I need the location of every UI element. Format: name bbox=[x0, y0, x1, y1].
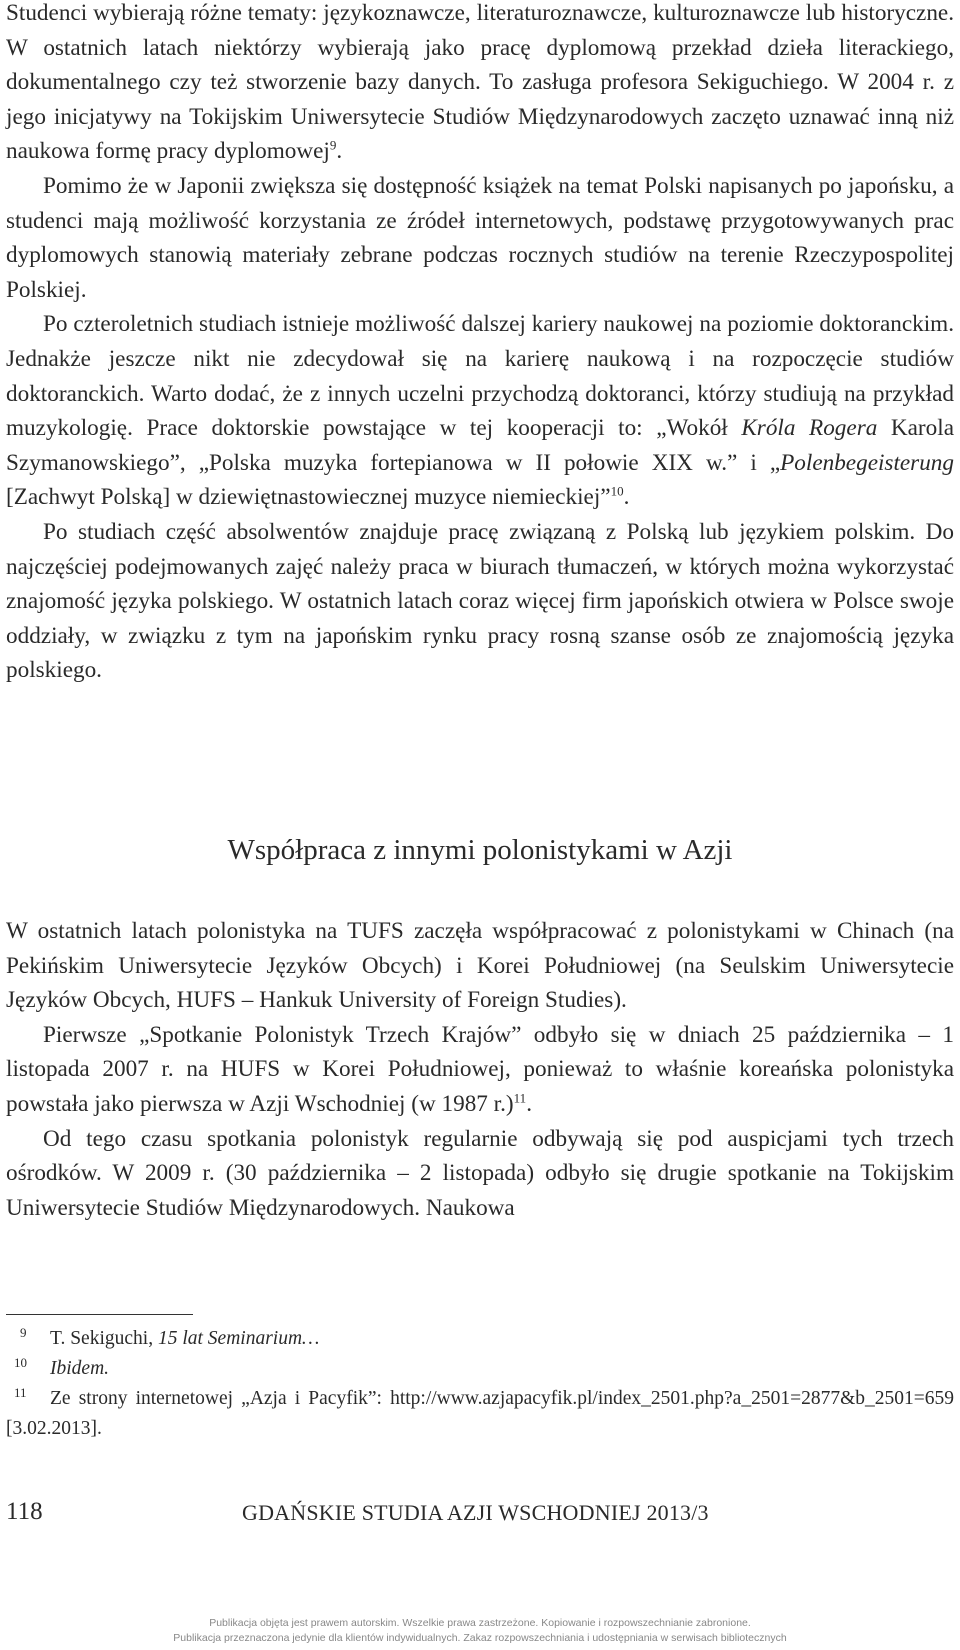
page-footer bbox=[6, 1498, 954, 1538]
paragraph-3-text-a: Po czteroletnich studiach istnieje możliwość dalszej kariery naukowej na poziomie doktoranckim. Jednakże jeszcze nikt nie zdecydował się na karierę naukową i na rozpoczęcie studiów doktoranckich. Warto dodać, że z innych uczelni przychodzą doktoranci, którzy studiują na przykład muzykologię. Prace doktorskie powstające w tej kooperacji to: „Wokół bbox=[6, 311, 954, 442]
paragraph-3-text-c: Karola Szymanowskiego”, „Polska muzyka fortepianowa w II połowie XIX w.” i „ bbox=[6, 415, 954, 476]
body-text-upper bbox=[6, 0, 954, 688]
footnote-ref-10[interactable]: 10 bbox=[610, 483, 624, 499]
paragraph-1-tail: . bbox=[336, 138, 343, 165]
paragraph-3-italic-title: Króla Rogera bbox=[741, 415, 878, 442]
paragraph-3-text-e: [Zachwyt Polską] w dziewiętnastowiecznej muzyce niemieckiej” bbox=[6, 484, 611, 511]
footnote-ref-9[interactable]: 9 bbox=[329, 137, 337, 153]
footnotes bbox=[6, 1324, 954, 1444]
paragraph-1 bbox=[6, 0, 954, 169]
footnote-text-with-link[interactable]: Ze strony internetowej „Azja i Pacyfik”: http://www.azjapacyfik.pl/index_2501.php?a_2501=2877&b_2501=659 [3.02.2013]. bbox=[6, 1388, 954, 1439]
section-heading: Współpraca z innymi polonistykami w Azji bbox=[227, 834, 733, 866]
footnote-ref-11[interactable]: 11 bbox=[513, 1090, 527, 1106]
section-paragraph-1: W ostatnich latach polonistyka na TUFS zaczęła współpracować z polonistykami w Chinach (na Pekińskim Uniwersytecie Języków Obcych) i Korei Południowej (na Seulskim Uniwersytecie Języków Obcych, HUFS – Hankuk University of Foreign Studies). bbox=[6, 918, 954, 1014]
footnote-9 bbox=[6, 1324, 954, 1354]
page-number: 118 bbox=[6, 1498, 43, 1525]
copyright-line-2: Publikacja przeznaczona jedynie dla klientów indywidualnych. Zakaz rozpowszechniania i udostępniania w serwisach bibliotecznych bbox=[173, 1632, 787, 1644]
paragraph-3-italic-term: Polenbegeisterung bbox=[780, 449, 954, 476]
copyright-notice bbox=[0, 1616, 960, 1646]
journal-title: GDAŃSKIE STUDIA AZJI WSCHODNIEJ 2013/3 bbox=[242, 1500, 709, 1525]
paragraph-1-text: Studenci wybierają różne tematy: językoznawcze, literaturoznawcze, kulturoznawcze lub historyczne. W ostatnich latach niektórzy wybierają jako pracę dyplomową przekład dzieła literackiego, dokumentalnego czy też stworzenie bazy danych. To zasługa profesora Sekiguchiego. W 2004 r. z jego inicjatywy na Tokijskim Uniwersytecie Studiów Międzynarodowych zaczęto uznawać inną niż naukowa formę pracy dyplomowej bbox=[6, 0, 954, 165]
paragraph-2: Pomimo że w Japonii zwiększa się dostępność książek na temat Polski napisanych po japońsku, a studenci mają możliwość korzystania ze źródeł internetowych, podstawę przygotowywanych prac dyplomowych stanowią materiały zebrane podczas rocznych studiów na terenie Rzeczypospolitej Polskiej. bbox=[6, 172, 954, 303]
footnote-number: 11 bbox=[14, 1385, 27, 1400]
section-paragraph-3: Od tego czasu spotkania polonistyk regularnie odbywają się pod auspicjami tych trzech ośrodków. W 2009 r. (30 października – 2 listopada) odbyło się drugie spotkanie na Tokijskim Uniwersytecie Studiów Międzynarodowych. Naukowa bbox=[6, 1125, 954, 1221]
footnote-number: 10 bbox=[14, 1355, 27, 1370]
footnote-10 bbox=[6, 1354, 954, 1384]
body-text-lower bbox=[6, 914, 954, 1225]
footnote-number: 9 bbox=[20, 1325, 27, 1340]
footnote-11 bbox=[6, 1384, 954, 1444]
section-paragraph-2-text: Pierwsze „Spotkanie Polonistyk Trzech Krajów” odbyło się w dniach 25 października – 1 listopada 2007 r. na HUFS w Korei Południowej, ponieważ to właśnie koreańska polonistyka powstała jako pierwsza w Azji Wschodniej (w 1987 r.) bbox=[6, 1021, 954, 1117]
footnote-italic-text: Ibidem. bbox=[50, 1358, 110, 1379]
paragraph-3-tail: . bbox=[623, 484, 630, 511]
footnote-italic-title: 15 lat Seminarium… bbox=[157, 1328, 320, 1349]
section-paragraph-2 bbox=[6, 1018, 954, 1122]
footnote-text: T. Sekiguchi, bbox=[50, 1328, 158, 1349]
copyright-line-1: Publikacja objęta jest prawem autorskim. Wszelkie prawa zastrzeżone. Kopiowanie i rozpowszechnianie zabronione. bbox=[209, 1617, 751, 1629]
footnote-separator bbox=[6, 1314, 193, 1315]
paragraph-3 bbox=[6, 307, 954, 515]
section-paragraph-2-tail: . bbox=[526, 1090, 532, 1117]
paragraph-4: Po studiach część absolwentów znajduje pracę związaną z Polską lub językiem polskim. Do najczęściej podejmowanych zajęć należy praca w biurach tłumaczeń, w których można wykorzystać znajomość języka polskiego. W ostatnich latach coraz więcej firm japońskich otwiera w Polsce swoje oddziały, w związku z tym na japońskim rynku pracy rosną szanse osób ze znajomością języka polskiego. bbox=[6, 518, 954, 684]
